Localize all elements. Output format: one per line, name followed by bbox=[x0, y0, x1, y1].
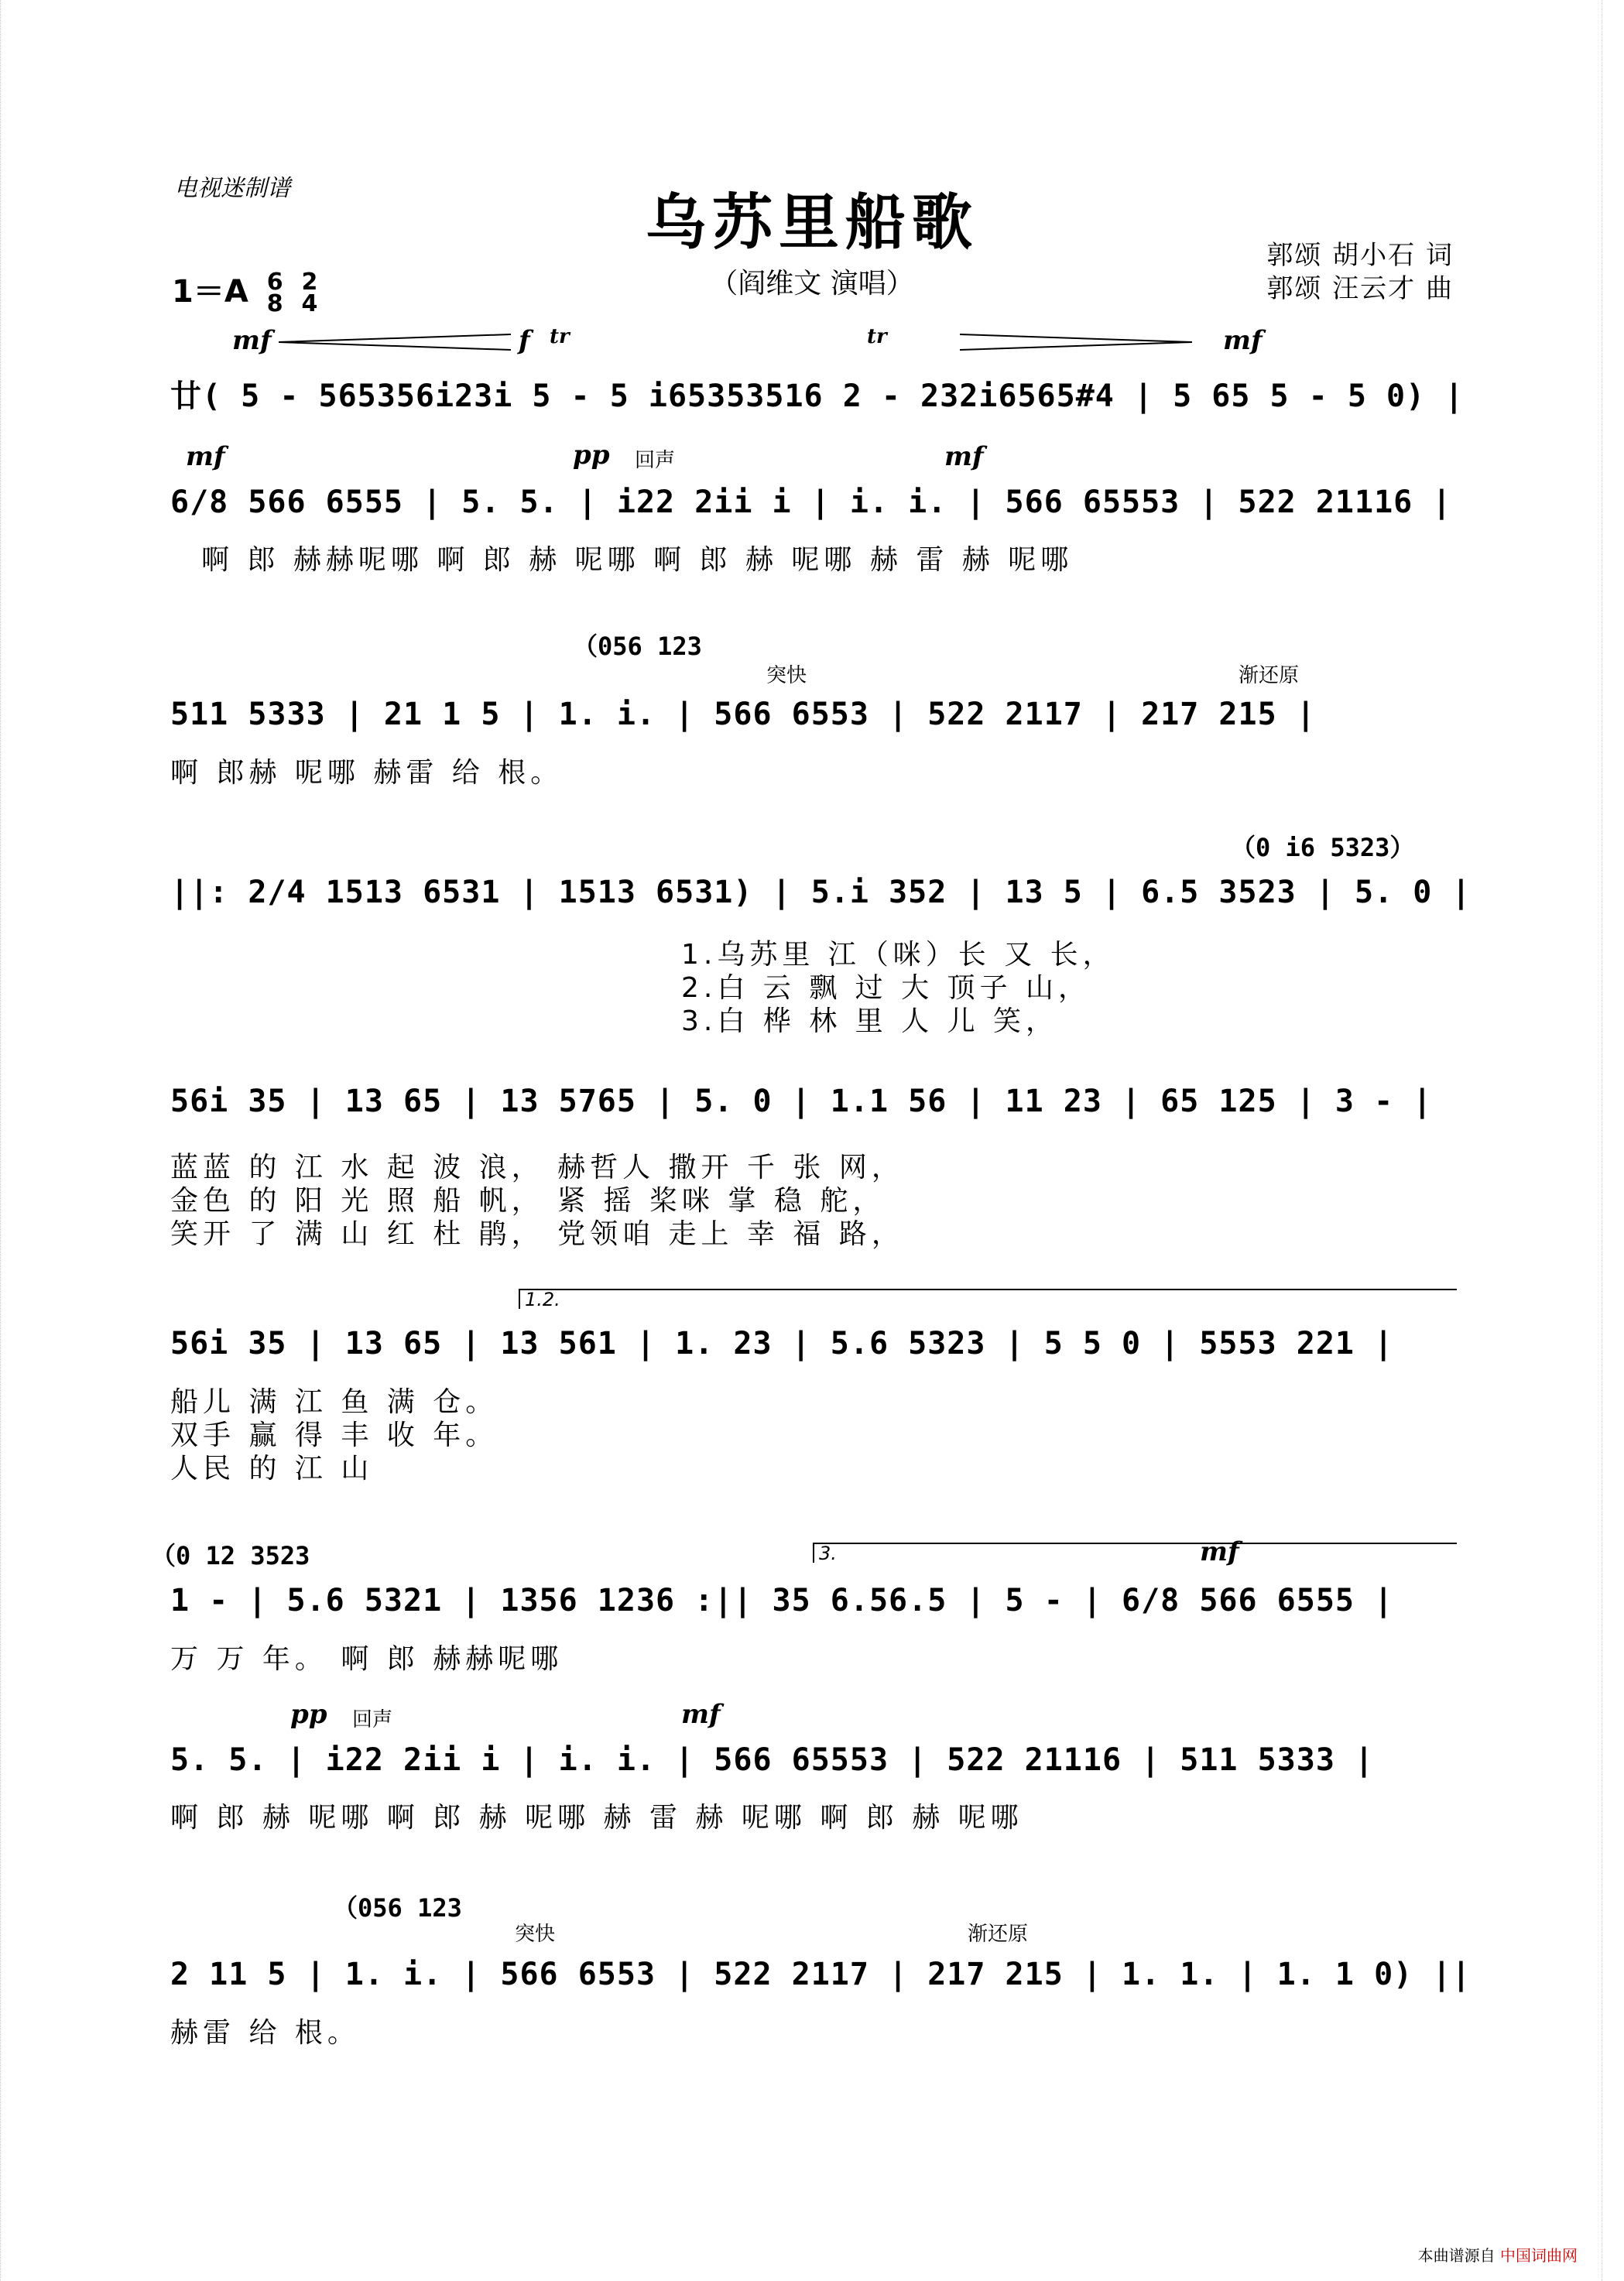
footer-site-link[interactable]: 中国词曲网 bbox=[1500, 2246, 1578, 2265]
volta-label: 3. bbox=[819, 1543, 837, 1564]
dynamic-mf: mf bbox=[681, 1699, 721, 1730]
lyric-verse-1: 1.乌苏里 江（咪）长 又 长， bbox=[681, 939, 1115, 971]
intro-cue: （0 12 3523 bbox=[151, 1541, 310, 1570]
dynamic-mf: mf bbox=[186, 441, 225, 472]
notation-line: 6/8 566 6555 | 5. 5. | i22 2ii i | i. i. | 566 65553 | 522 21116 | bbox=[170, 485, 1452, 520]
meter-bottom: 4 bbox=[301, 290, 318, 317]
composer-credit: 郭颂 汪云才 曲 bbox=[1266, 273, 1454, 304]
echo-mark: 回声 bbox=[635, 449, 676, 472]
notation-line: 511 5333 | 21 1 5 | 1. i. | 566 6553 | 522 2117 | 217 215 | bbox=[170, 697, 1316, 732]
key-signature bbox=[172, 267, 317, 315]
volta-bracket bbox=[813, 1543, 1457, 1563]
meter-bottom: 8 bbox=[266, 290, 283, 317]
lyric-verse-2: 双手 赢 得 丰 收 年。 bbox=[170, 1420, 499, 1451]
lyricist-credit: 郭颂 胡小石 词 bbox=[1266, 240, 1454, 271]
lyric-verse-3: 3.白 桦 林 里 人 儿 笑， bbox=[681, 1005, 1059, 1037]
notation-line: 1 - | 5.6 5321 | 1356 1236 :|| 35 6.56.5 | 5 - | 6/8 566 6555 | bbox=[170, 1583, 1394, 1618]
lyric-line: 万 万 年。 啊 郎 赫赫呢哪 bbox=[170, 1643, 564, 1675]
right-margin-stamp bbox=[1602, 0, 1624, 2281]
source-note: 电视迷制谱 bbox=[174, 175, 290, 202]
key-label: 1＝A bbox=[172, 274, 248, 310]
notation-line: 廿( 5 - 565356i23i 5 - 5 i65353516 2 - 232i6565#4 | 5 65 5 - 5 0) | bbox=[170, 378, 1465, 414]
page-title: 乌苏里船歌 bbox=[645, 187, 978, 258]
lyric-verse-3: 人民 的 江 山 bbox=[170, 1453, 374, 1485]
notation-line: ||: 2/4 1513 6531 | 1513 6531) | 5.i 352 | 13 5 | 6.5 3523 | 5. 0 | bbox=[170, 875, 1472, 910]
dynamic-mf: mf bbox=[1200, 1536, 1239, 1567]
meter-top: 6 bbox=[266, 269, 283, 296]
left-margin-stamp bbox=[0, 0, 22, 2281]
meter-6-8 bbox=[266, 269, 283, 317]
performer: （阎维文 演唱） bbox=[710, 268, 914, 300]
lyric-verse-1: 蓝蓝 的 江 水 起 波 浪， 赫哲人 撒开 千 张 网， bbox=[170, 1152, 904, 1183]
intro-cue: （0 i6 5323） bbox=[1231, 833, 1415, 862]
dynamic-pp: pp bbox=[573, 440, 610, 471]
dynamic-mf: mf bbox=[944, 441, 984, 472]
lyric-line: 啊 郎 赫 呢哪 啊 郎 赫 呢哪 赫 雷 赫 呢哪 啊 郎 赫 呢哪 bbox=[170, 1802, 1023, 1834]
crescendo-hairpin bbox=[279, 333, 511, 351]
echo-mark: 回声 bbox=[352, 1708, 393, 1731]
tempo-gradual-return: 渐还原 bbox=[968, 1923, 1029, 1946]
notation-line: 56i 35 | 13 65 | 13 5765 | 5. 0 | 1.1 56 | 11 23 | 65 125 | 3 - | bbox=[170, 1084, 1433, 1119]
notation-line: 2 11 5 | 1. i. | 566 6553 | 522 2117 | 217 215 | 1. 1. | 1. 1 0) || bbox=[170, 1957, 1472, 1992]
meter-top: 2 bbox=[301, 269, 318, 296]
decrescendo-hairpin bbox=[960, 333, 1192, 351]
lyric-verse-2: 金色 的 阳 光 照 船 帆， 紧 摇 桨咪 掌 稳 舵， bbox=[170, 1185, 886, 1217]
lyric-line: 赫雷 给 根。 bbox=[170, 2017, 360, 2049]
intro-cue: （056 123 bbox=[333, 1893, 462, 1923]
lyric-line: 啊 郎赫 呢哪 赫雷 给 根。 bbox=[170, 757, 564, 789]
dynamic-mf: mf bbox=[232, 325, 272, 356]
notation-line: 56i 35 | 13 65 | 13 561 | 1. 23 | 5.6 5323 | 5 5 0 | 5553 221 | bbox=[170, 1326, 1394, 1361]
tempo-sudden-fast: 突快 bbox=[766, 664, 807, 687]
trill-mark: tr bbox=[867, 325, 887, 348]
lyric-line: 啊 郎 赫赫呢哪 啊 郎 赫 呢哪 啊 郎 赫 呢哪 赫 雷 赫 呢哪 bbox=[201, 544, 1074, 576]
lyric-verse-3: 笑开 了 满 山 红 杜 鹃， 党领咱 走上 幸 福 路， bbox=[170, 1218, 904, 1250]
meter-2-4 bbox=[301, 269, 318, 317]
footer bbox=[1418, 2243, 1578, 2266]
footer-text: 本曲谱源自 bbox=[1417, 2246, 1496, 2265]
dynamic-f: f bbox=[519, 325, 530, 356]
tempo-gradual-return: 渐还原 bbox=[1239, 664, 1300, 687]
dynamic-pp: pp bbox=[290, 1699, 327, 1730]
lyric-verse-2: 2.白 云 飘 过 大 顶子 山， bbox=[681, 972, 1091, 1004]
tempo-sudden-fast: 突快 bbox=[515, 1923, 556, 1946]
dynamic-mf: mf bbox=[1223, 325, 1263, 356]
trill-mark: tr bbox=[550, 325, 570, 348]
volta-bracket bbox=[519, 1289, 1457, 1309]
lyric-verse-1: 船儿 满 江 鱼 满 仓。 bbox=[170, 1386, 499, 1418]
intro-cue: （056 123 bbox=[573, 632, 702, 661]
notation-line: 5. 5. | i22 2ii i | i. i. | 566 65553 | 522 21116 | 511 5333 | bbox=[170, 1742, 1375, 1778]
volta-label: 1.2. bbox=[525, 1289, 560, 1310]
